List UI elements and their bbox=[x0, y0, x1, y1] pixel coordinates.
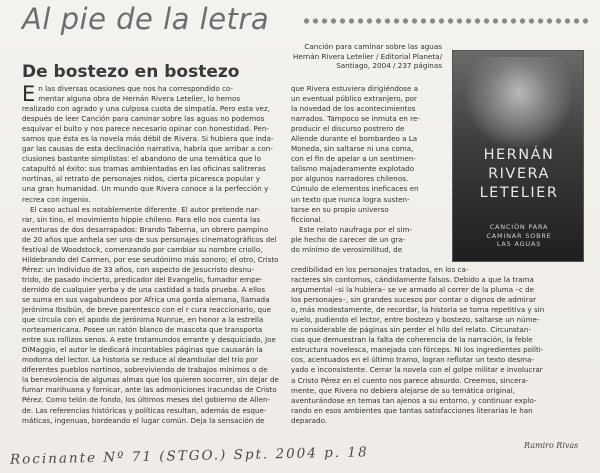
article-text-line: la novedad de los acontecimientos bbox=[291, 104, 416, 114]
article-text-line: realizado con agrado y una culposa cuota de simpatía. Pero esta vez, bbox=[22, 104, 270, 114]
article-text-line: vuelo, pudiendo el lector, entre bostezo y bostezo, saltarse un núme- bbox=[291, 315, 540, 325]
article-text-line: catapultó al éxito: sus tramas ambientadas en las oficinas salitreras bbox=[22, 164, 266, 174]
article-text-line: clusiones bastante simplistas: el abandono de una temática que lo bbox=[22, 154, 262, 164]
article-column-right bbox=[291, 84, 449, 255]
article-text-line: un eventual público extranjero, por bbox=[291, 94, 417, 104]
cover-author-line: RIVERA bbox=[488, 166, 550, 182]
article-text-line: cos, acentuados en el último tramo, logran reflotar un texto desma- bbox=[291, 355, 535, 365]
article-headline: De bostezo en bostezo bbox=[22, 62, 240, 82]
article-text-line: que Rivera estuviera dirigiéndose a bbox=[291, 84, 419, 93]
article-text-line: norteamericana. Posee un ratón blanco de mascota que transporta bbox=[22, 325, 263, 335]
article-column-left bbox=[22, 84, 285, 426]
article-text-line: aventurándose en temas tan ajenos a su entorno, y continuar explo- bbox=[291, 395, 537, 405]
book-info-line: Santiago, 2004 / 237 páginas bbox=[336, 61, 442, 71]
article-text-line: credibilidad en los personajes tratados, en los ca- bbox=[291, 265, 469, 274]
dropcap: E bbox=[22, 82, 36, 106]
article-text-line: diferentes pueblos nortinos, sobreviviendo de trabajos mínimos o de bbox=[22, 365, 268, 375]
article-text-line: dernido de cualquier yerba y de una castidad a toda prueba. A ellos bbox=[22, 284, 266, 294]
article-text-line: gar las causas de esta declinación narrativa, habría que arribar a con- bbox=[22, 144, 273, 154]
article-text-line: nortinas, al retrato de personajes nidos, cierta picaresca popular y bbox=[22, 174, 260, 184]
article-text-line: estructura novelesca, manejada con fórceps. Ni los ingredientes políti- bbox=[291, 345, 544, 355]
cover-title-line: CANCIÓN PARA bbox=[489, 223, 549, 231]
article-text-line: una gran humanidad. Un mundo que Rivera conoce a la perfección y bbox=[22, 184, 269, 194]
article-text-line: Cúmulo de elementos ineficaces en bbox=[291, 184, 419, 194]
article-text-line: deparado. bbox=[291, 415, 328, 425]
article-text-line: con el fin de apelar a un sentimen- bbox=[291, 154, 416, 164]
article-text-line: un texto que nunca logra susten- bbox=[291, 194, 410, 204]
author-signature: Ramiro Rivas bbox=[524, 441, 579, 450]
cover-author-line: LETELIER bbox=[479, 185, 559, 201]
article-text-line: Hildebrando del Carmen, por ese seudónimo más sonoro; el otro, Cristo bbox=[22, 254, 279, 264]
article-text-line: Pérez. Como telón de fondo, los últimos meses del gobierno de Allen- bbox=[22, 395, 271, 405]
article-text-line: la benevolencia de algunas almas que los quieren socorrer, sin dejar de bbox=[22, 375, 279, 385]
article-column-bottom bbox=[291, 265, 588, 426]
cover-figure bbox=[467, 57, 571, 147]
article-text-line: mente, que Rivera no debiera alejarse de su temática original, bbox=[291, 385, 516, 395]
section-title: Al pie de la letra bbox=[22, 2, 270, 36]
article-text-line: a Cristo Pérez en el cuento nos parece absurdo. Creemos, sincera- bbox=[291, 375, 529, 385]
article-text-line: rar, sin tino, el movimiento hippie chileno. Para ello nos cuenta las bbox=[22, 214, 261, 224]
article-text-line: rando en esos ambientes que tantas satisfacciones literarias le han bbox=[291, 405, 533, 415]
article-text-line: aventuras de dos desarrapados: Brando Taberna, un obrero pampino bbox=[22, 224, 269, 234]
cover-book-title bbox=[453, 223, 584, 249]
article-text-line: samos que ésta es la novela más débil de Rivera. Si hubiera que inda- bbox=[22, 134, 274, 144]
article-text-line: ficcional. bbox=[291, 214, 323, 224]
article-text-line: yado e inconsistente. Cerrar la novela con el golpe militar e involucrar bbox=[291, 365, 543, 375]
article-text-line: Allende durante el bombardeo a La bbox=[291, 134, 418, 144]
article-text-line: El caso actual es notablemente diferente. El autor pretende nar- bbox=[30, 204, 260, 214]
article-text-line: Moneda, sin saltarse ni una coma, bbox=[291, 144, 414, 154]
article-text-line: ple hecho de carecer de un gra- bbox=[291, 234, 406, 244]
article-text-line: esquivar el bulto y nos parece necesario opinar con honestidad. Pen- bbox=[22, 124, 269, 134]
book-info bbox=[285, 42, 442, 71]
article-text-line: entre sus rollizos senos. A este trotamundos errante y desquiciado, Joe bbox=[22, 335, 276, 345]
book-info-line: Hernán Rivera Letelier / Editorial Planeta/ bbox=[293, 51, 442, 61]
article-text-line: do mínimo de verosimilitud, de bbox=[291, 244, 403, 254]
handwritten-source-note: Rocinante Nº 71 (STGO.) Spt. 2004 p. 18 bbox=[9, 444, 369, 468]
article-text-line: trido, de pasado incierto, predicador del Evangelio, fumador empe- bbox=[22, 274, 263, 284]
article-text-line: racteres sin contornos, cándidamente falsos. Debido a que la trama bbox=[291, 275, 534, 285]
article-text-line: después de leer Canción para caminar sobre las aguas no podemos bbox=[22, 114, 265, 124]
article-text-line: producir el discurso postrero de bbox=[291, 124, 405, 134]
article-text-line: ro considerable de páginas sin perder el hilo del relato. Circunstan- bbox=[291, 325, 532, 335]
article-text-line: los personajes–, sin grandes sucesos por contar o dignos de admirar bbox=[291, 295, 537, 305]
article-text-line: modorra del lector. La historia se reduce al deambular del trío por bbox=[22, 355, 258, 365]
book-info-line: Canción para caminar sobre las aguas bbox=[304, 42, 442, 51]
article-text-line: tarse en su propio universo bbox=[291, 204, 389, 214]
article-text-line: de. Las referencias históricas y políticas resultan, además de esque- bbox=[22, 405, 267, 415]
book-cover-image bbox=[452, 50, 584, 262]
cover-title-line: CAMINAR SOBRE bbox=[486, 231, 552, 240]
article-text-line: por algunos narradores chilenos. bbox=[291, 174, 409, 184]
article-text-line: Jerónima Ibsibún, de breve parentesco con el r cura reaccionario, que bbox=[22, 305, 272, 315]
article-text-line: cias que demuestran la falta de coherencia de la narración, la feble bbox=[291, 335, 533, 345]
article-text-line: n las diversas ocasiones que nos ha correspondido co- bbox=[38, 84, 234, 93]
article-text-line: fumar marihuana y fornicar, ante las admoniciones iracundas de Cristo bbox=[22, 385, 277, 395]
article-text-line: Este relato naufraga por el sim- bbox=[299, 224, 413, 234]
cover-author bbox=[453, 146, 584, 203]
article-text-line: DiMaggio, el autor le dedicará incontables páginas que causarán la bbox=[22, 345, 263, 355]
article-text-line: festival de Woodstock, comenzando por cambiar su nombre criollo, bbox=[22, 244, 263, 254]
article-text-line: recrea con ingenio. bbox=[22, 194, 91, 204]
article-text-line: Pérez: un individuo de 33 años, con aspecto de Jesucristo desnu- bbox=[22, 264, 255, 274]
article-text-line: o, más modestamente, de recordar, la historia se torna repetitiva y sin bbox=[291, 305, 545, 315]
article-text-line: narrados. Tampoco se inmuta en re- bbox=[291, 114, 420, 124]
article-text-line: de 20 años que anhela ser uno de sus personajes cinematográficos del bbox=[22, 234, 277, 244]
title-dot-rule bbox=[302, 17, 592, 25]
article-text-line: se suma en sus vagabundeos por Africa una gorda alemana, llamada bbox=[22, 294, 270, 304]
cover-author-line: HERNÁN bbox=[483, 147, 555, 163]
article-text-line: argumental –si la hubiera– se ve armado al correr de la pluma –c de bbox=[291, 285, 535, 295]
article-text-line: máticas, ingenuas, bordeando el lugar común. Deja la sensación de bbox=[22, 415, 265, 425]
article-text-line: que circula con el apodo de Jerónima Nunrue, en honor a la estrella bbox=[22, 315, 264, 325]
article-text-line: talismo majaderamente explotado bbox=[291, 164, 415, 174]
cover-title-line: LAS AGUAS bbox=[496, 240, 542, 248]
article-text-line: mentar alguna obra de Hernán Rivera Letelier, lo hemos bbox=[38, 94, 241, 104]
